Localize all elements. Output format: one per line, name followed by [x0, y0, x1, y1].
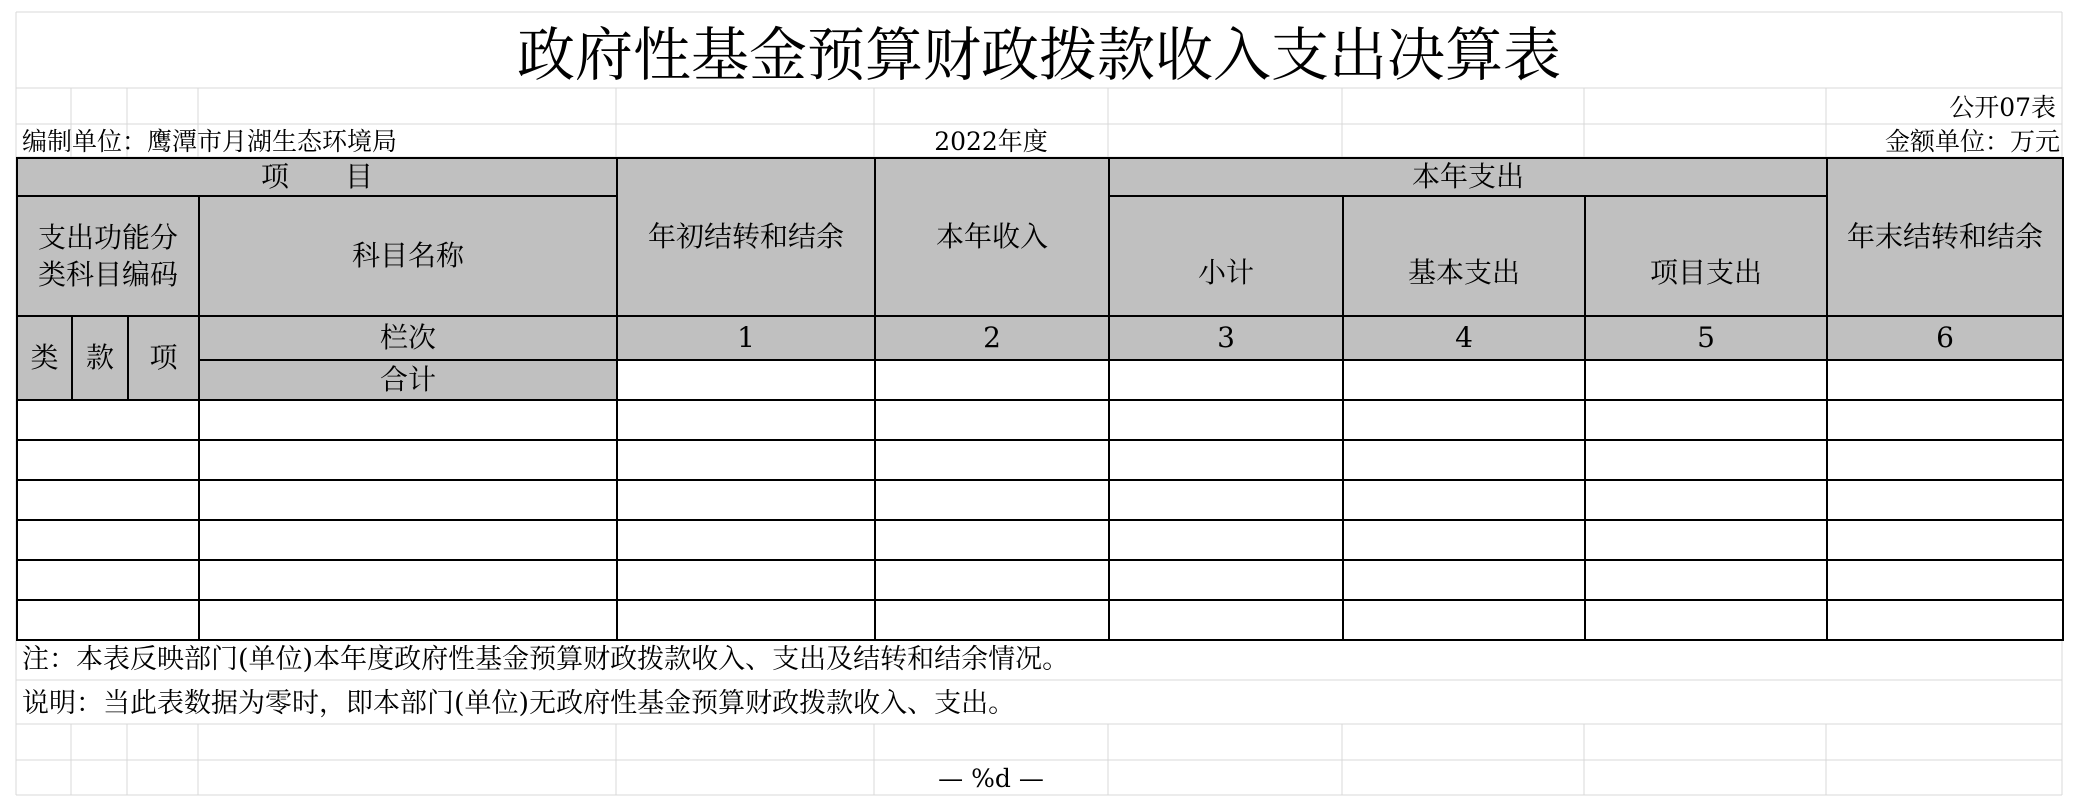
data-cell[interactable]: [1585, 440, 1827, 480]
header-income: 本年收入: [875, 158, 1109, 316]
data-cell[interactable]: [617, 560, 875, 600]
total-label: 合计: [199, 360, 617, 400]
table-row: [17, 440, 2063, 480]
data-cell[interactable]: [1585, 560, 1827, 600]
data-cell[interactable]: [1109, 560, 1343, 600]
data-cell[interactable]: [17, 560, 199, 600]
data-cell[interactable]: [1109, 440, 1343, 480]
table-row: [17, 400, 2063, 440]
page-title: 政府性基金预算财政拨款收入支出决算表: [516, 21, 1561, 89]
data-cell[interactable]: [1343, 440, 1585, 480]
data-cell[interactable]: [17, 400, 199, 440]
table-row: [17, 560, 2063, 600]
data-cell[interactable]: [1585, 520, 1827, 560]
col-num-2: 2: [875, 316, 1109, 360]
header-basic-exp: 基本支出: [1343, 196, 1585, 316]
table-row: [17, 600, 2063, 640]
data-cell[interactable]: [617, 480, 875, 520]
data-cell[interactable]: [875, 520, 1109, 560]
header-subtotal: 小计: [1109, 196, 1343, 316]
total-cell[interactable]: [1585, 360, 1827, 400]
data-cell[interactable]: [875, 400, 1109, 440]
form-code: 公开07表: [1949, 93, 2056, 122]
header-expense-group: 本年支出: [1109, 158, 1827, 196]
data-cell[interactable]: [617, 440, 875, 480]
col-num-3: 3: [1109, 316, 1343, 360]
data-cell[interactable]: [199, 560, 617, 600]
data-cell[interactable]: [1827, 560, 2063, 600]
data-cell[interactable]: [199, 480, 617, 520]
data-cell[interactable]: [1109, 600, 1343, 640]
data-cell[interactable]: [199, 400, 617, 440]
money-unit: 金额单位：万元: [1884, 127, 2060, 156]
data-cell[interactable]: [17, 440, 199, 480]
total-cell[interactable]: [1343, 360, 1585, 400]
header-project-exp: 项目支出: [1585, 196, 1827, 316]
data-cell[interactable]: [1109, 400, 1343, 440]
total-cell[interactable]: [617, 360, 875, 400]
data-cell[interactable]: [1827, 440, 2063, 480]
page-number-footer: — %d —: [938, 764, 1044, 793]
compiling-unit: 编制单位：鹰潭市月湖生态环境局: [22, 127, 398, 156]
table-row: [17, 480, 2063, 520]
fund-budget-table: [16, 157, 2064, 641]
data-cell[interactable]: [617, 400, 875, 440]
data-cell[interactable]: [1343, 480, 1585, 520]
table-note: 注：本表反映部门(单位)本年度政府性基金预算财政拨款收入、支出及结转和结余情况。: [22, 644, 1070, 675]
data-cell[interactable]: [1585, 400, 1827, 440]
data-cell[interactable]: [199, 440, 617, 480]
fiscal-year: 2022年度: [934, 127, 1048, 156]
data-cell[interactable]: [1109, 520, 1343, 560]
data-cell[interactable]: [199, 520, 617, 560]
total-cell[interactable]: [1827, 360, 2063, 400]
data-cell[interactable]: [1585, 480, 1827, 520]
header-lei: 类: [17, 316, 72, 400]
table-row: [17, 520, 2063, 560]
data-cell[interactable]: [17, 600, 199, 640]
header-func-code: 支出功能分类科目编码: [17, 196, 199, 316]
table-explanation: 说明：当此表数据为零时，即本部门(单位)无政府性基金预算财政拨款收入、支出。: [22, 688, 1016, 719]
header-carry-begin: 年初结转和结余: [617, 158, 875, 316]
data-cell[interactable]: [1343, 400, 1585, 440]
data-cell[interactable]: [875, 600, 1109, 640]
total-cell[interactable]: [1109, 360, 1343, 400]
header-kuan: 款: [72, 316, 128, 400]
data-cell[interactable]: [1343, 520, 1585, 560]
data-cell[interactable]: [875, 560, 1109, 600]
data-cell[interactable]: [875, 480, 1109, 520]
data-cell[interactable]: [617, 600, 875, 640]
data-cell[interactable]: [875, 440, 1109, 480]
header-xiang: 项: [128, 316, 199, 400]
col-num-6: 6: [1827, 316, 2063, 360]
data-cell[interactable]: [1827, 600, 2063, 640]
col-num-4: 4: [1343, 316, 1585, 360]
data-cell[interactable]: [1109, 480, 1343, 520]
data-cell[interactable]: [199, 600, 617, 640]
header-item: 项 目: [17, 158, 617, 196]
col-num-1: 1: [617, 316, 875, 360]
data-cell[interactable]: [1827, 400, 2063, 440]
data-cell[interactable]: [17, 520, 199, 560]
data-cell[interactable]: [17, 480, 199, 520]
header-subject-name: 科目名称: [199, 196, 617, 316]
header-column-order: 栏次: [199, 316, 617, 360]
total-cell[interactable]: [875, 360, 1109, 400]
data-cell[interactable]: [1585, 600, 1827, 640]
col-num-5: 5: [1585, 316, 1827, 360]
data-cell[interactable]: [1343, 560, 1585, 600]
data-cell[interactable]: [617, 520, 875, 560]
data-cell[interactable]: [1827, 480, 2063, 520]
data-cell[interactable]: [1827, 520, 2063, 560]
header-carry-end: 年末结转和结余: [1827, 158, 2063, 316]
data-cell[interactable]: [1343, 600, 1585, 640]
